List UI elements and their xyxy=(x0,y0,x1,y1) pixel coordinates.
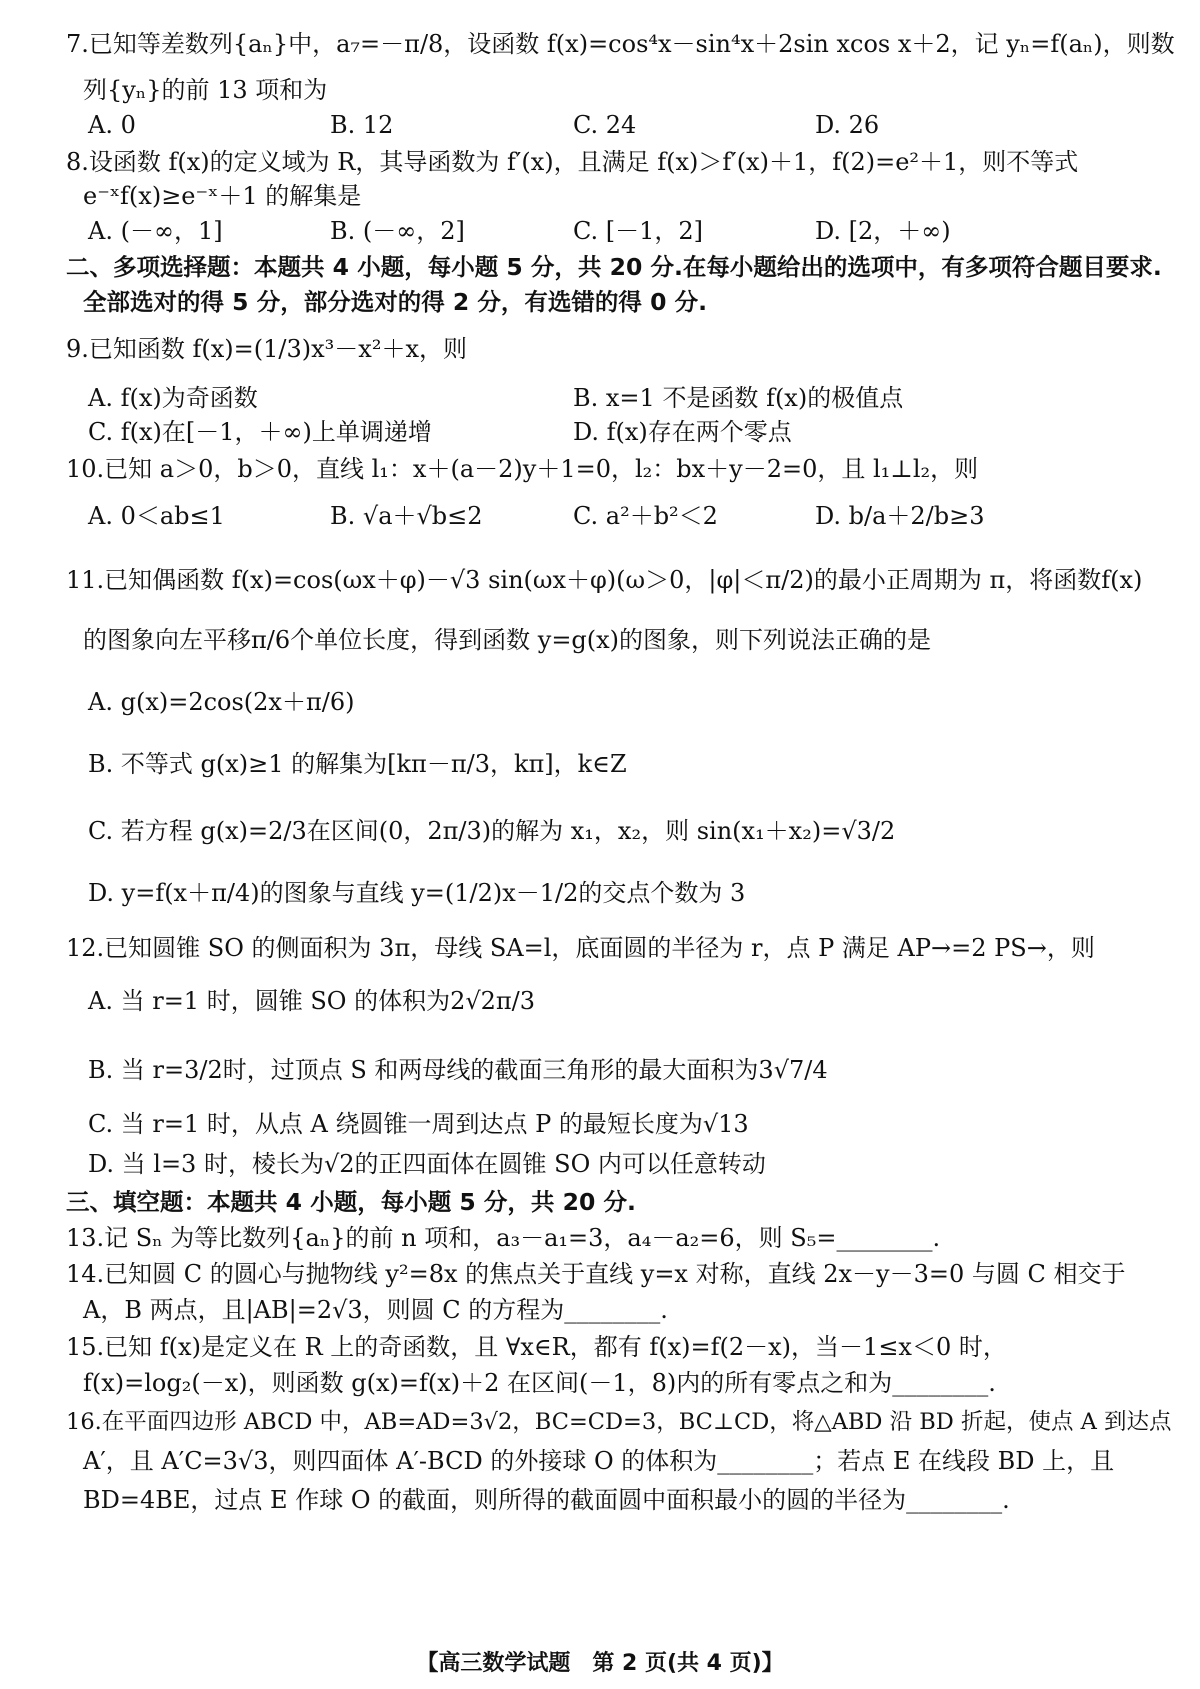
q8-option-a: A. (－∞，1] xyxy=(88,217,223,245)
q11-line2: 的图象向左平移π/6个单位长度，得到函数 y=g(x)的图象，则下列说法正确的是 xyxy=(83,626,932,654)
q12-option-d: D. 当 l=3 时，棱长为√2的正四面体在圆锥 SO 内可以任意转动 xyxy=(88,1150,766,1178)
page-footer: 【高三数学试题 第 2 页(共 4 页)】 xyxy=(416,1651,784,1676)
q7-line1: 7.已知等差数列{aₙ}中，a₇=－π/8，设函数 f(x)=cos⁴x－sin⁴x＋2sin xcos x＋2，记 yₙ=f(aₙ)，则数 xyxy=(66,30,1175,58)
q8-option-d: D. [2，＋∞) xyxy=(815,217,951,245)
q8-line1: 8.设函数 f(x)的定义域为 R，其导函数为 f′(x)，且满足 f(x)＞f′(x)＋1，f(2)=e²＋1，则不等式 xyxy=(66,148,1079,176)
q11-option-a: A. g(x)=2cos(2x＋π/6) xyxy=(88,688,355,716)
q11-option-b: B. 不等式 g(x)≥1 的解集为[kπ－π/3，kπ]，k∈Z xyxy=(88,750,627,778)
q7-option-d: D. 26 xyxy=(815,111,880,139)
q14-line2: A，B 两点，且|AB|=2√3，则圆 C 的方程为________. xyxy=(83,1296,668,1324)
q10-option-a: A. 0＜ab≤1 xyxy=(88,502,225,530)
section-2-instructions: 全部选对的得 5 分，部分选对的得 2 分，有选错的得 0 分. xyxy=(83,288,708,316)
q15-line1: 15.已知 f(x)是定义在 R 上的奇函数，且 ∀x∈R，都有 f(x)=f(2－x)，当－1≤x＜0 时， xyxy=(66,1333,1007,1361)
q9-option-b: B. x=1 不是函数 f(x)的极值点 xyxy=(573,384,904,412)
q7-line2: 列{yₙ}的前 13 项和为 xyxy=(83,76,328,104)
q12-option-c: C. 当 r=1 时，从点 A 绕圆锥一周到达点 P 的最短长度为√13 xyxy=(88,1110,749,1138)
q7-option-b: B. 12 xyxy=(330,111,394,139)
q11-option-c: C. 若方程 g(x)=2/3在区间(0，2π/3)的解为 x₁，x₂，则 sin(x₁＋x₂)=√3/2 xyxy=(88,817,896,845)
q16-line3: BD=4BE，过点 E 作球 O 的截面，则所得的截面圆中面积最小的圆的半径为________. xyxy=(83,1486,1010,1514)
q8-line2: e⁻ˣf(x)≥e⁻ˣ＋1 的解集是 xyxy=(83,182,362,210)
q11-line1: 11.已知偶函数 f(x)=cos(ωx＋φ)－√3 sin(ωx＋φ)(ω＞0，|φ|＜π/2)的最小正周期为 π，将函数f(x) xyxy=(66,566,1143,594)
q7-option-c: C. 24 xyxy=(573,111,637,139)
q9-option-d: D. f(x)存在两个零点 xyxy=(573,418,792,446)
section-2-heading: 二、多项选择题：本题共 4 小题，每小题 5 分，共 20 分.在每小题给出的选项中，有多项符合题目要求. xyxy=(66,253,1162,281)
q9-line1: 9.已知函数 f(x)=(1/3)x³－x²＋x，则 xyxy=(66,335,467,363)
section-3-heading: 三、填空题：本题共 4 小题，每小题 5 分，共 20 分. xyxy=(66,1188,636,1216)
q14-line1: 14.已知圆 C 的圆心与抛物线 y²=8x 的焦点关于直线 y=x 对称，直线 2x－y－3=0 与圆 C 相交于 xyxy=(66,1260,1126,1288)
q15-line2: f(x)=log₂(－x)，则函数 g(x)=f(x)＋2 在区间(－1，8)内的所有零点之和为________. xyxy=(83,1369,996,1397)
q10-option-b: B. √a＋√b≤2 xyxy=(330,502,483,530)
q16-line2: A′，且 A′C=3√3，则四面体 A′-BCD 的外接球 O 的体积为________；若点 E 在线段 BD 上，且 xyxy=(83,1447,1115,1475)
q12-line1: 12.已知圆锥 SO 的侧面积为 3π，母线 SA=l，底面圆的半径为 r，点 P 满足 AP→=2 PS→，则 xyxy=(66,934,1095,962)
q10-line1: 10.已知 a＞0，b＞0，直线 l₁：x＋(a－2)y＋1=0，l₂：bx＋y－2=0，且 l₁⊥l₂，则 xyxy=(66,455,979,483)
q8-option-b: B. (－∞，2] xyxy=(330,217,465,245)
q10-option-d: D. b/a＋2/b≥3 xyxy=(815,502,985,530)
q8-option-c: C. [－1，2] xyxy=(573,217,704,245)
q7-option-a: A. 0 xyxy=(88,111,136,139)
q12-option-b: B. 当 r=3/2时，过顶点 S 和两母线的截面三角形的最大面积为3√7/4 xyxy=(88,1056,828,1084)
q11-option-d: D. y=f(x＋π/4)的图象与直线 y=(1/2)x－1/2的交点个数为 3 xyxy=(88,879,746,907)
q10-option-c: C. a²＋b²＜2 xyxy=(573,502,718,530)
q9-option-c: C. f(x)在[－1，＋∞)上单调递增 xyxy=(88,418,432,446)
q12-option-a: A. 当 r=1 时，圆锥 SO 的体积为2√2π/3 xyxy=(88,987,536,1015)
q13-line1: 13.记 Sₙ 为等比数列{aₙ}的前 n 项和，a₃－a₁=3，a₄－a₂=6，则 S₅=________. xyxy=(66,1224,941,1252)
q16-line1: 16.在平面四边形 ABCD 中，AB=AD=3√2，BC=CD=3，BC⊥CD，将△ABD 沿 BD 折起，使点 A 到达点 xyxy=(66,1409,1172,1435)
q9-option-a: A. f(x)为奇函数 xyxy=(88,384,258,412)
